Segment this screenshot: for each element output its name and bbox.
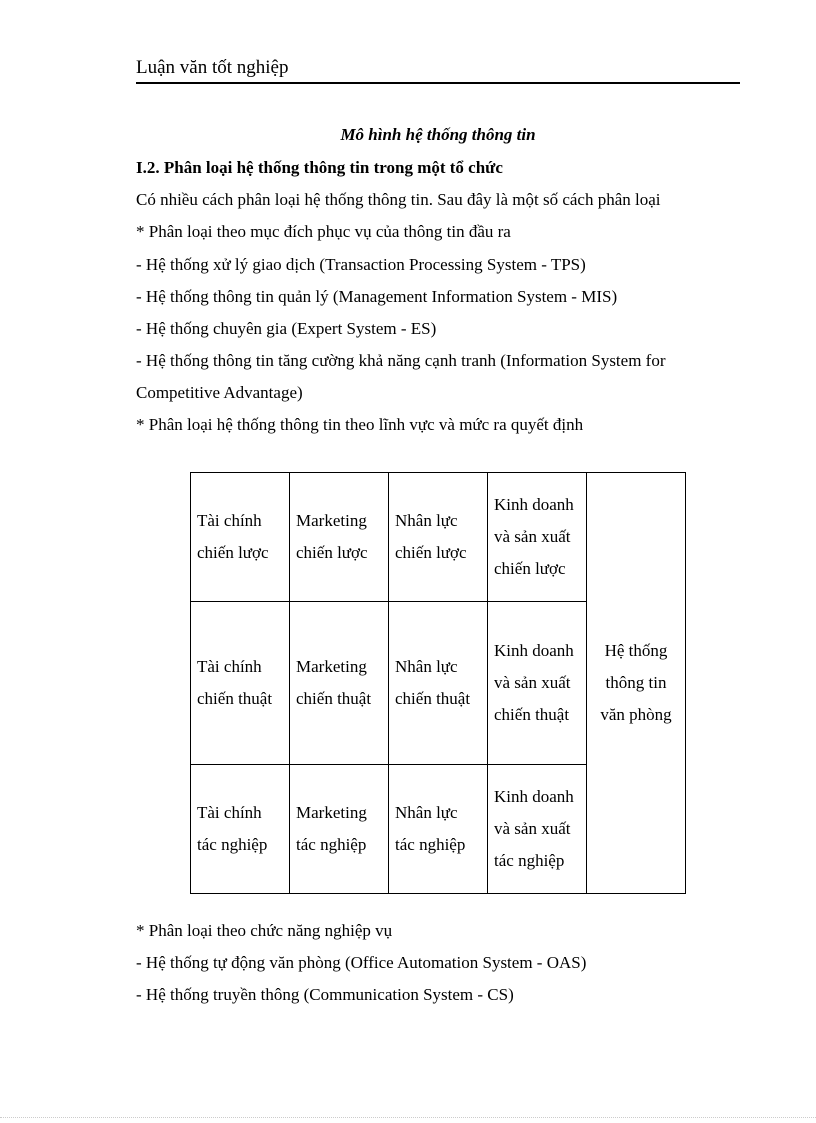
table-cell: Kinh doanh và sản xuất chiến lược bbox=[488, 473, 587, 602]
table-cell: Kinh doanh và sản xuất chiến thuật bbox=[488, 602, 587, 765]
table-cell: Nhân lực chiến lược bbox=[389, 473, 488, 602]
intro-paragraph: Có nhiều cách phân loại hệ thống thông tin. Sau đây là một số cách phân loại bbox=[136, 190, 661, 209]
table-cell: Nhân lực tác nghiệp bbox=[389, 765, 488, 894]
table-cell: Marketing tác nghiệp bbox=[290, 765, 389, 894]
table-cell: Marketing chiến thuật bbox=[290, 602, 389, 765]
classification-table bbox=[190, 472, 686, 894]
bullet-line: - Hệ thống truyền thông (Communication System - CS) bbox=[136, 985, 514, 1004]
bullet-line: - Hệ thống tự động văn phòng (Office Automation System - OAS) bbox=[136, 953, 587, 972]
page-bottom-border bbox=[0, 1117, 816, 1118]
bullet-line: - Hệ thống thông tin quản lý (Management Information System - MIS) bbox=[136, 287, 618, 306]
bullet-line: * Phân loại theo mục đích phục vụ của thông tin đầu ra bbox=[136, 222, 511, 241]
center-title: Mô hình hệ thống thông tin bbox=[340, 125, 536, 144]
table-row bbox=[191, 473, 686, 602]
bullet-line: - Hệ thống chuyên gia (Expert System - ES) bbox=[136, 319, 437, 338]
bullet-line: - Hệ thống thông tin tăng cường khả năng cạnh tranh (Information System for bbox=[136, 351, 666, 370]
table-cell: Tài chính tác nghiệp bbox=[191, 765, 290, 894]
bullet-line: - Hệ thống xử lý giao dịch (Transaction Processing System - TPS) bbox=[136, 255, 586, 274]
table-cell: Tài chính chiến lược bbox=[191, 473, 290, 602]
table-cell: Kinh doanh và sản xuất tác nghiệp bbox=[488, 765, 587, 894]
header-rule bbox=[136, 82, 740, 84]
table-cell: Marketing chiến lược bbox=[290, 473, 389, 602]
bullet-line: * Phân loại hệ thống thông tin theo lĩnh vực và mức ra quyết định bbox=[136, 415, 584, 434]
bullet-line: Competitive Advantage) bbox=[136, 383, 303, 402]
page-header-title: Luận văn tốt nghiệp bbox=[136, 57, 289, 78]
section-heading: I.2. Phân loại hệ thống thông tin trong một tổ chức bbox=[136, 158, 503, 177]
bullet-line: * Phân loại theo chức năng nghiệp vụ bbox=[136, 921, 393, 940]
table-cell: Nhân lực chiến thuật bbox=[389, 602, 488, 765]
table-cell: Tài chính chiến thuật bbox=[191, 602, 290, 765]
office-system-cell: Hệ thống thông tin văn phòng bbox=[587, 473, 686, 894]
